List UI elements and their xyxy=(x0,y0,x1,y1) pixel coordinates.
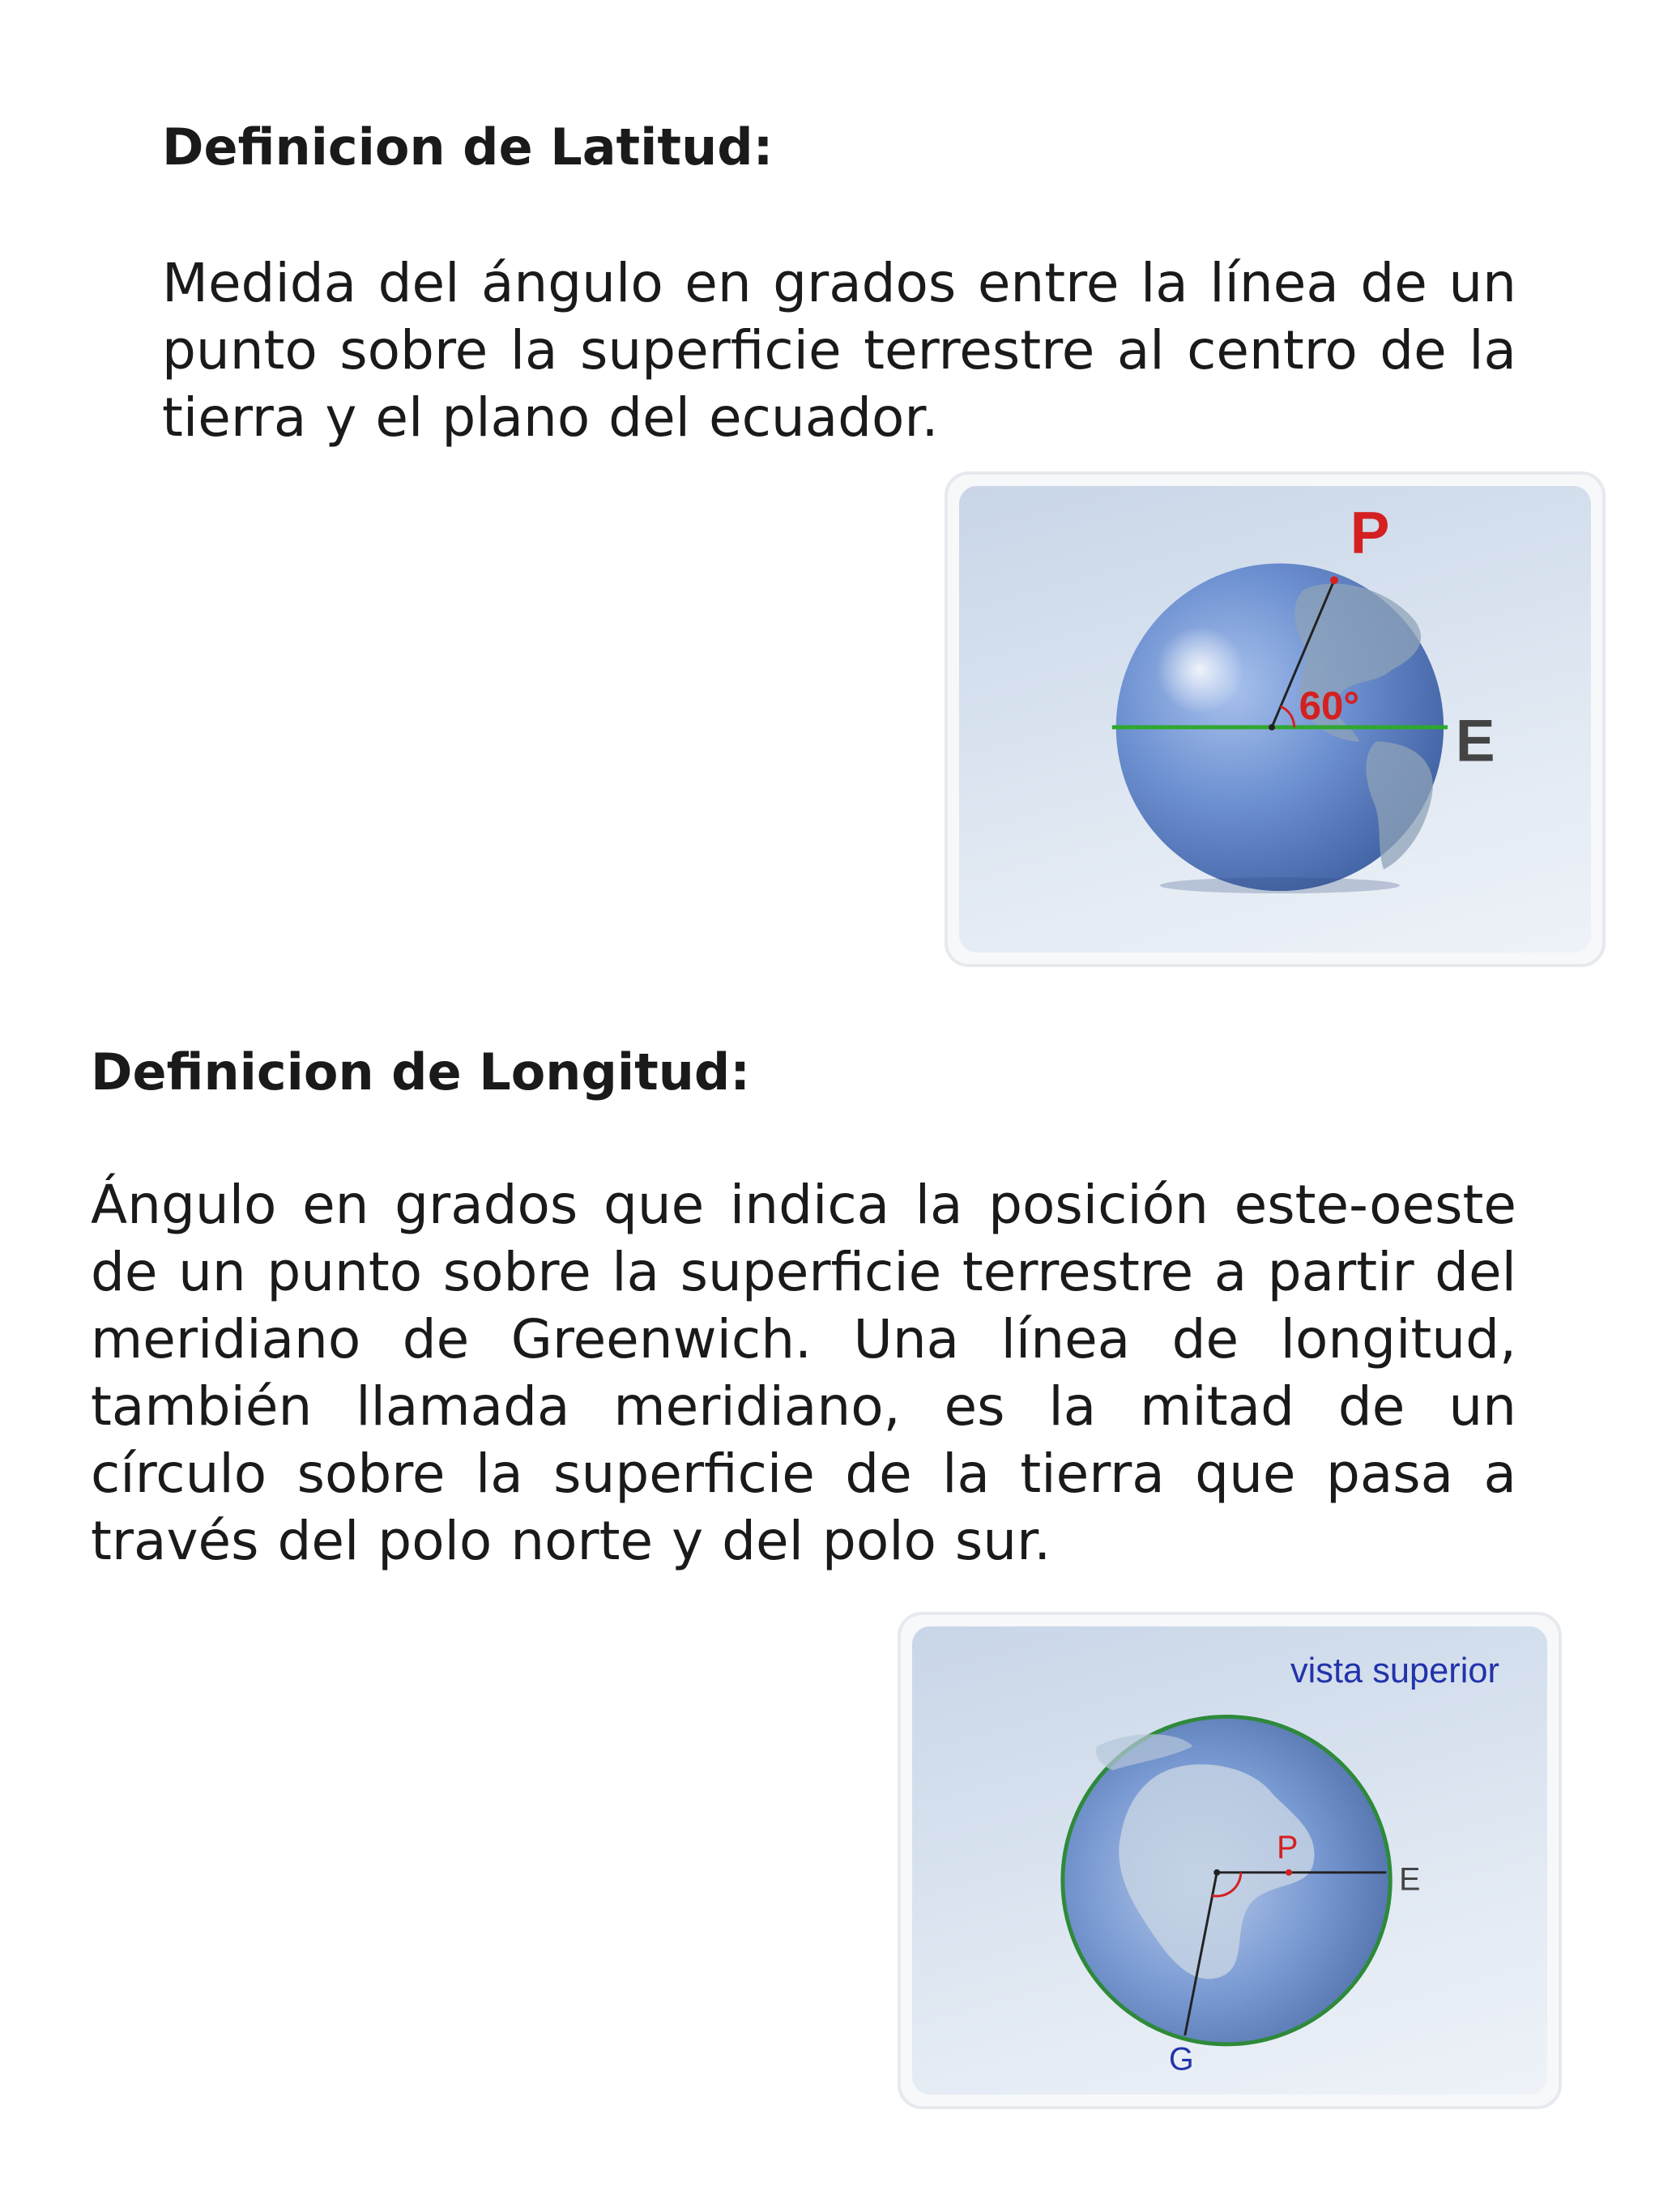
point-p-marker xyxy=(1286,1869,1292,1876)
angle-label: 60° xyxy=(1299,684,1360,728)
latitude-figure xyxy=(945,471,1606,967)
view-label: vista superior xyxy=(1290,1652,1499,1691)
latitude-definition: Medida del ángulo en grados entre la línea de un punto sobre la superficie terrestre al centro de la tierra y el plano del ecuador. xyxy=(162,252,1516,449)
east-label: E xyxy=(1399,1861,1421,1898)
equator-label: E xyxy=(1455,708,1495,774)
pole-center xyxy=(1213,1869,1220,1876)
longitude-heading: Definicion de Longitud: xyxy=(91,1042,751,1102)
longitude-globe-diagram xyxy=(912,1626,1547,2095)
globe-highlight xyxy=(1156,626,1243,714)
longitude-figure xyxy=(898,1612,1562,2109)
latitude-heading: Definicion de Latitud: xyxy=(162,117,774,177)
point-p-marker xyxy=(1330,576,1338,584)
greenwich-label: G xyxy=(1169,2041,1194,2078)
point-p-label: P xyxy=(1277,1830,1299,1866)
center-point xyxy=(1269,724,1275,731)
longitude-definition: Ángulo en grados que indica la posición este-oeste de un punto sobre la superficie terrestre a partir del meridiano de Greenwich. Una línea de longitud, también llamada meridiano, es la mitad de un círculo sobre la superficie de la tierra que pasa a través del polo norte y del polo sur. xyxy=(91,1174,1516,1572)
globe-top-view xyxy=(1063,1716,1390,2044)
latitude-globe-diagram xyxy=(959,486,1591,953)
point-p-label: P xyxy=(1350,500,1390,566)
